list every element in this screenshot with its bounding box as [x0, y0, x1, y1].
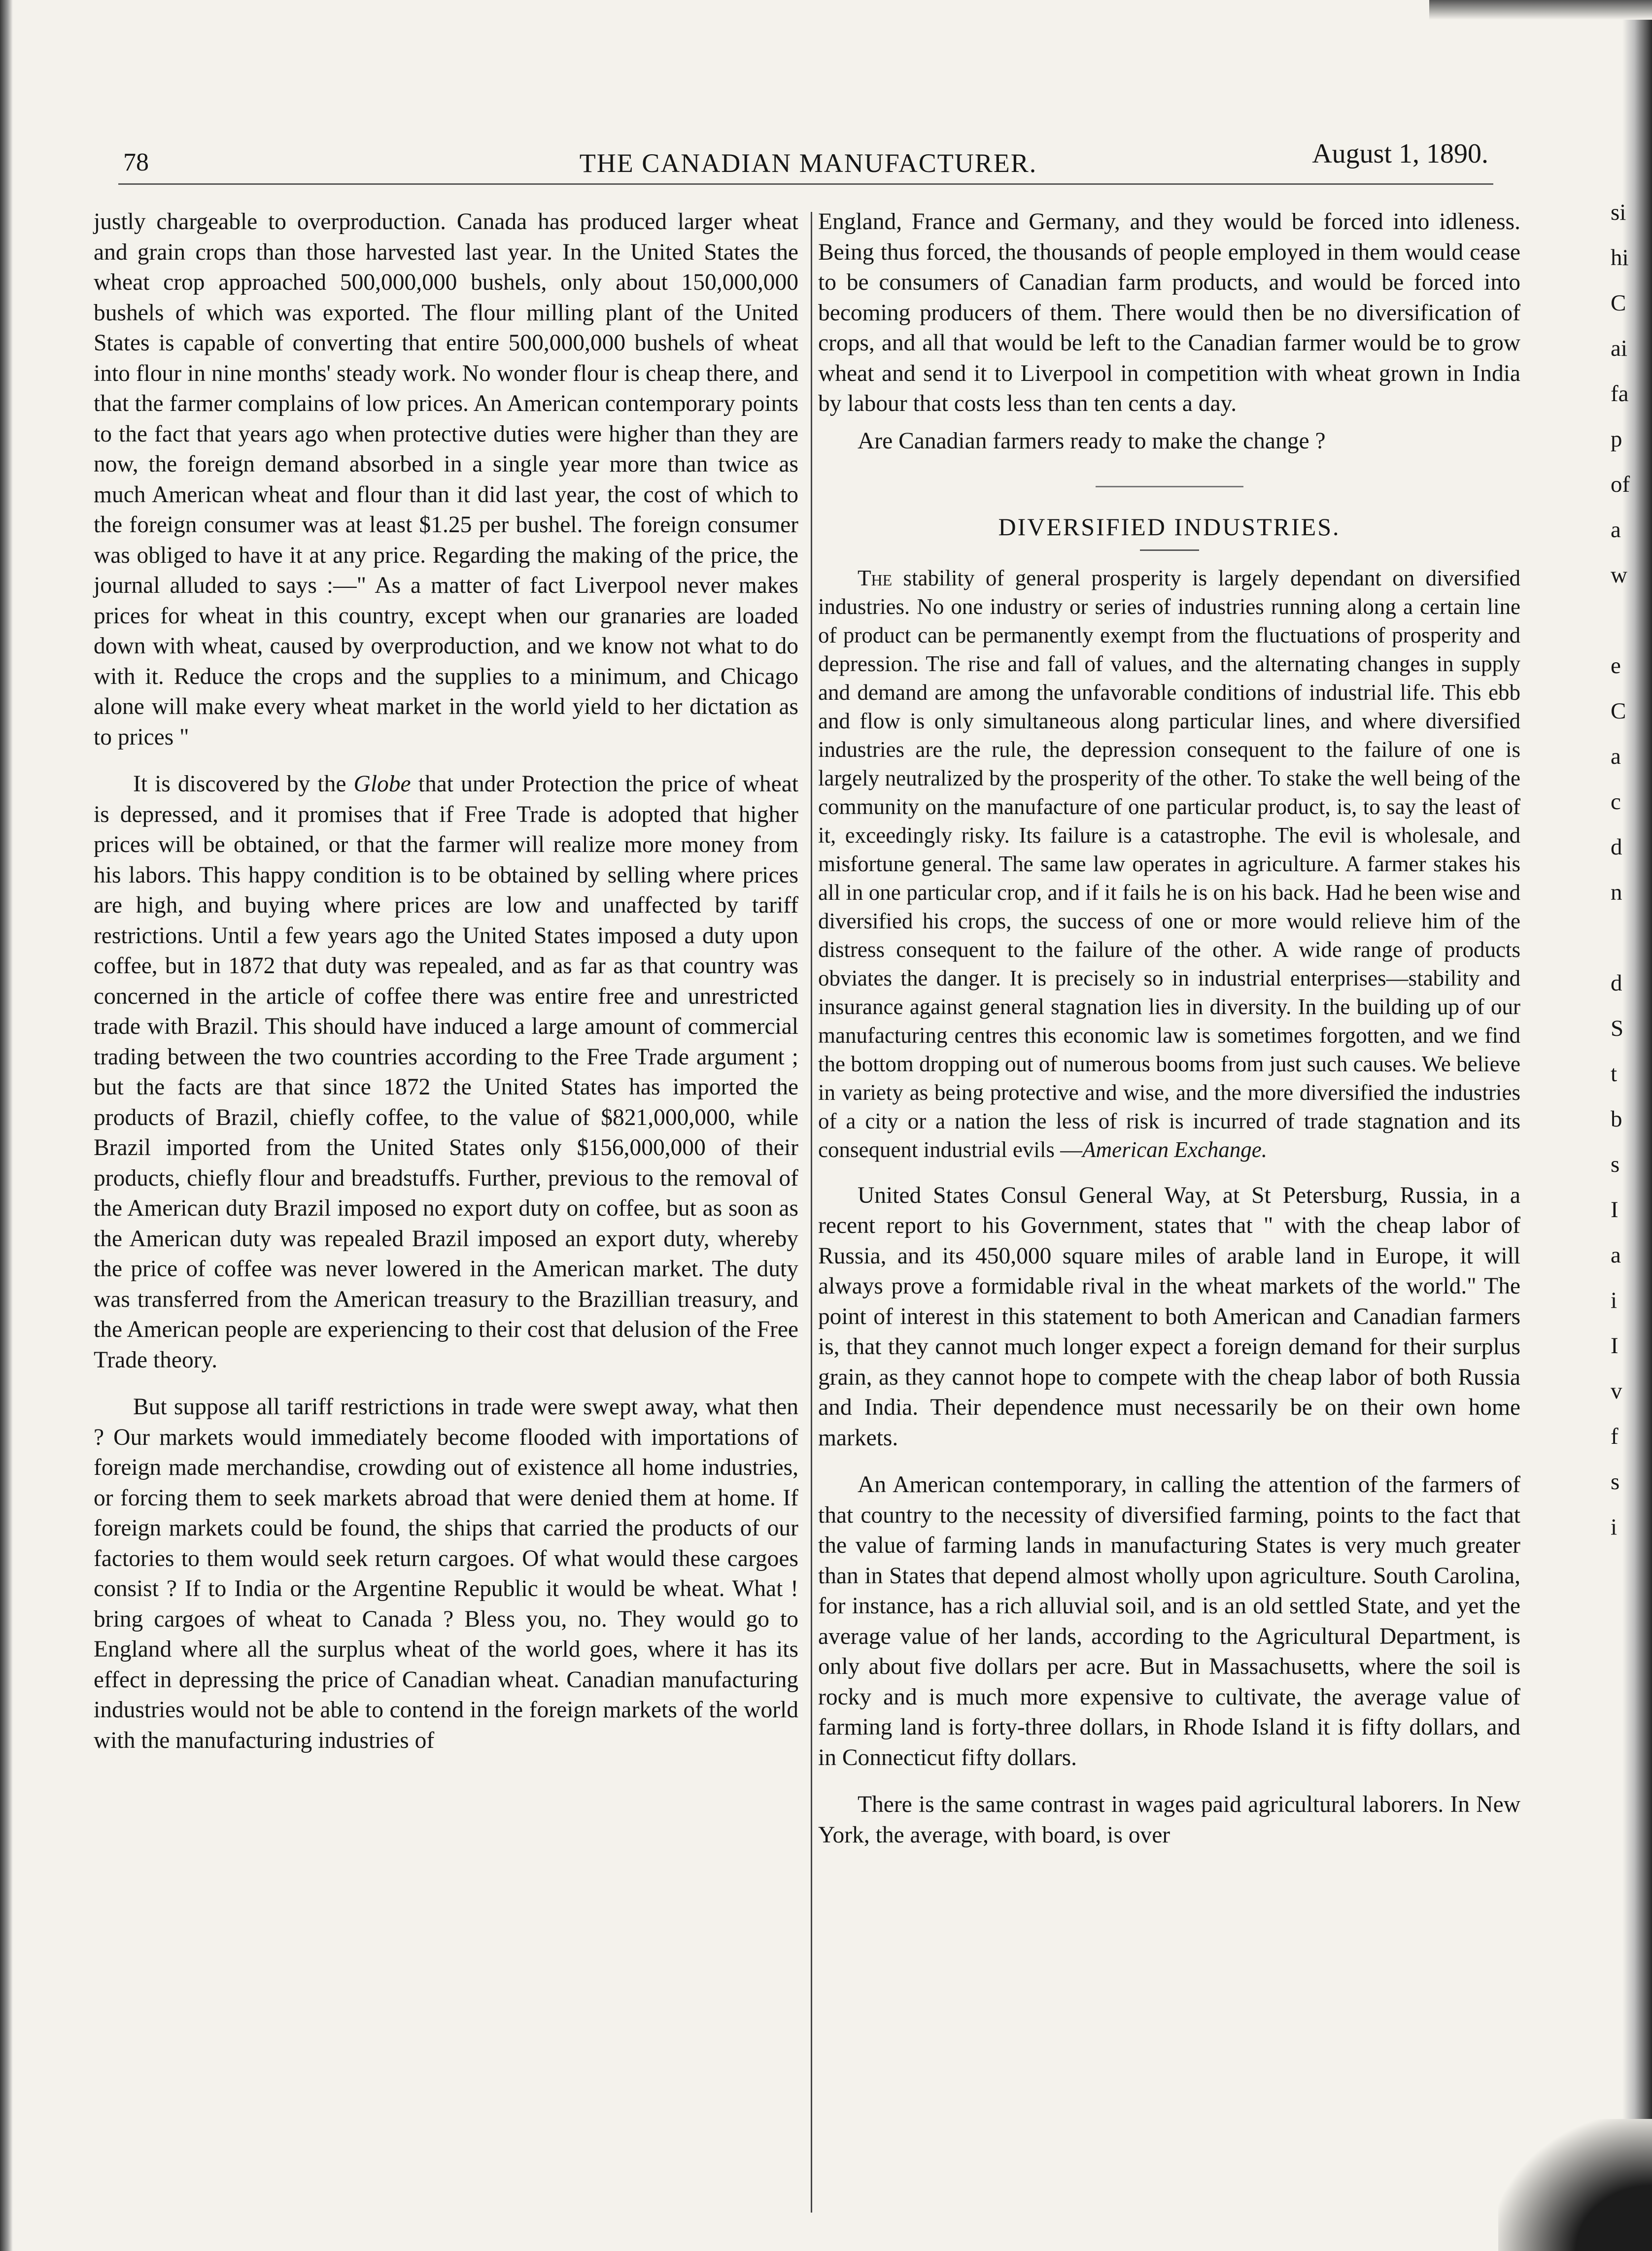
margin-fragment: d: [1611, 834, 1622, 860]
right-paragraph-3: [818, 564, 1520, 1164]
margin-fragment: b: [1611, 1106, 1622, 1132]
header-rule: [118, 183, 1493, 185]
margin-fragment: w: [1611, 562, 1627, 588]
right-column: [818, 207, 1520, 1850]
margin-fragment: of: [1611, 472, 1630, 497]
globe-newspaper-name: Globe: [353, 771, 411, 797]
margin-fragment: f: [1611, 1424, 1618, 1449]
journal-title: THE CANADIAN MANUFACTURER.: [579, 148, 1037, 178]
left-paragraph-1: justly chargeable to overproduction. Canada has produced larger wheat and grain crops than those harvested last year. In the United States the wheat crop approached 500,000,000 bushels, only about 150,000,000 bushels of which was exported. The flour milling plant of the United States is capable of converting that entire 500,000,000 bushels of wheat into flour in nine months' steady work. No wonder flour is cheap there, and that the farmer complains of low prices. An American contemporary points to the fact that years ago when protective duties were higher than they are now, the foreign demand absorbed in a single year more than twice as much American wheat and flour than it did last year, the cost of which to the foreign consumer was at least $1.25 per bushel. The foreign consumer was obliged to have it at any price. Regarding the making of the price, the journal alluded to says :—" As a matter of fact Liverpool never makes prices for wheat in this country, except when our granaries are loaded down with wheat, caused by overproduction, and we know not what to do with it. Reduce the crops and the supplies to a minimum, and Chicago alone will make every wheat market in the world yield to her dictation as to prices ": [94, 209, 798, 750]
left-paragraph-2-start: It is discovered by the: [133, 771, 354, 797]
scan-edge-top: [1429, 0, 1652, 20]
margin-fragment: fa: [1611, 381, 1629, 407]
next-page-margin-fragments: [1611, 190, 1640, 1550]
margin-fragment: C: [1611, 698, 1626, 724]
margin-fragment: ai: [1611, 336, 1627, 361]
lead-word: The: [858, 565, 893, 590]
margin-fragment: c: [1611, 789, 1621, 815]
right-paragraph-2: Are Canadian farmers ready to make the change ?: [858, 428, 1326, 454]
margin-fragment: [1611, 598, 1640, 643]
heading-underline: [1140, 549, 1199, 551]
margin-fragment: p: [1611, 426, 1622, 452]
scan-edge-bottom: [1498, 2119, 1652, 2251]
margin-fragment: i: [1611, 1514, 1618, 1540]
margin-fragment: d: [1611, 970, 1622, 996]
margin-fragment: I: [1611, 1197, 1618, 1223]
right-paragraph-3-body: stability of general prosperity is largely dependant on diversified industries. No one industry or series of industries running along a certain line of product can be permanently exempt from the fluctuations of prosperity and depression. The rise and fall of values, and the alternating changes in supply and demand are among the unfavorable conditions of industrial life. This ebb and flow is only simultaneous along particular lines, and where diversified industries are the rule, the depression consequent to the failure of one is largely neutralized by the prosperity of the other. To stake the well being of the community on the manufacture of one particular product, is, to say the least of it, exceedingly risky. Its failure is a catastrophe. The evil is wholesale, and misfortune general. The same law operates in agriculture. A farmer stakes his all in one particular crop, and if it fails he is on his back. Had he been wise and diversified his crops, the success of one or more would relieve him of the distress consequent to the failure of the other. A wide range of products obviates the danger. It is precisely so in industrial enterprises—stability and insurance against general stagnation lies in diversity. In the building up of our manufacturing centres this economic law is sometimes forgotten, and we find the bottom dropping out of numerous booms from just such causes. We believe in variety as being protective and wise, and the more diversified the industries of a city or a nation the less of risk is incurred of trade stagnation and its consequent industrial evils —: [818, 565, 1520, 1162]
right-paragraph-5: An American contemporary, in calling the attention of the farmers of that country to the necessity of diversified farming, points to the fact that the value of farming lands in manufacturing States is very much greater than in States that depend almost wholly upon agriculture. South Carolina, for instance, has a rich alluvial soil, and is an old settled State, and yet the average value of her lands, according to the Agricultural Department, is only about five dollars per acre. But in Massachusetts, where the soil is rocky and is much more expensive to cultivate, the average value of farming land is forty-three dollars, in Rhode Island it is fifty dollars, and in Connecticut fifty dollars.: [818, 1472, 1520, 1771]
left-column: [94, 207, 798, 1756]
left-paragraph-2-rest: that under Protection the price of wheat is depressed, and it promises that if Free Trade is adopted that higher prices will be obtained, or that the farmer will realize more money from his labors. This happy condition is to be obtained by selling where prices are high, and buying where prices are low and unaffected by tariff restrictions. Until a few years ago the United States imposed a duty upon coffee, but in 1872 that duty was repealed, and as far as that country was concerned in the article of coffee there was entire free and unrestricted trade with Brazil. This should have induced a large amount of commercial trading between the two countries according to the Free Trade argument ; but the facts are that since 1872 the United States has imported the products of Brazil, chiefly coffee, to the value of $821,000,000, while Brazil imported from the United States only $156,000,000 of their products, chiefly flour and breadstuffs. Further, previous to the removal of the American duty Brazil imposed no export duty on coffee, but as soon as the American duty was repealed Brazil imposed an export duty, whereby the price of coffee was never lowered in the American market. The duty was transferred from the American treasury to the Brazillian treasury, and the American people are experiencing to their cost that delusion of the Free Trade theory.: [94, 771, 798, 1373]
right-paragraph-1: England, France and Germany, and they would be forced into idleness. Being thus forced, the thousands of people employed in them would cease to be consumers of Canadian farm products, and would be forced into becoming producers of them. There would then be no diversification of crops, and all that would be left to the Canadian farmer would be to grow wheat and send it to Liverpool in competition with wheat grown in India by labour that costs less than ten cents a day.: [818, 209, 1520, 416]
margin-fragment: hi: [1611, 245, 1629, 271]
section-heading: DIVERSIFIED INDUSTRIES.: [998, 513, 1341, 541]
page-header: [118, 133, 1498, 187]
margin-fragment: a: [1611, 517, 1621, 543]
margin-fragment: a: [1611, 744, 1621, 769]
right-paragraph-6: There is the same contrast in wages paid agricultural laborers. In New York, the average, with board, is over: [818, 1792, 1520, 1848]
margin-fragment: t: [1611, 1061, 1618, 1087]
margin-fragment: a: [1611, 1242, 1621, 1268]
margin-fragment: s: [1611, 1152, 1620, 1177]
left-paragraph-3: But suppose all tariff restrictions in trade were swept away, what then ? Our markets would immediately become flooded with importations of foreign made merchandise, crowding out of existence all home industries, or forcing them to seek markets abroad that were denied them at home. If foreign markets could be found, the ships that carried the products of our factories to them would seek return cargoes. Of what would these cargoes consist ? If to India or the Argentine Republic it would be wheat. What ! bring cargoes of wheat to Canada ? Bless you, no. They would go to England where all the surplus wheat of the world goes, where it has its effect in depressing the price of Canadian wheat. Canadian manufacturing industries would not be able to contend in the foreign markets of the world with the manufacturing industries of: [94, 1394, 798, 1753]
margin-fragment: [1611, 915, 1640, 960]
page-number: 78: [123, 148, 149, 176]
margin-fragment: s: [1611, 1469, 1620, 1495]
margin-fragment: n: [1611, 880, 1622, 905]
margin-fragment: v: [1611, 1378, 1622, 1404]
source-credit: American Exchange.: [1082, 1137, 1268, 1162]
margin-fragment: I: [1611, 1333, 1618, 1359]
margin-fragment: i: [1611, 1288, 1618, 1313]
right-paragraph-4: United States Consul General Way, at St Petersburg, Russia, in a recent report to his Government, states that " with the cheap labor of Russia, and its 450,000 square miles of arable land in Europe, it will always prove a formidable rival in the wheat markets of the world." The point of interest in this statement to both American and Canadian farmers is, that they cannot much longer expect a foreign demand for their surplus grain, as they cannot hope to compete with the cheap labor of both Russia and India. Their dependence must necessarily be on their own home markets.: [818, 1182, 1520, 1451]
scan-edge-left: [0, 0, 13, 2251]
margin-fragment: S: [1611, 1016, 1624, 1041]
left-paragraph-2: [94, 769, 798, 1375]
margin-fragment: e: [1611, 653, 1621, 679]
section-separator: [1096, 486, 1243, 487]
margin-fragment: si: [1611, 200, 1626, 225]
column-divider: [811, 212, 812, 2213]
issue-date: August 1, 1890.: [1312, 138, 1488, 169]
margin-fragment: C: [1611, 290, 1626, 316]
